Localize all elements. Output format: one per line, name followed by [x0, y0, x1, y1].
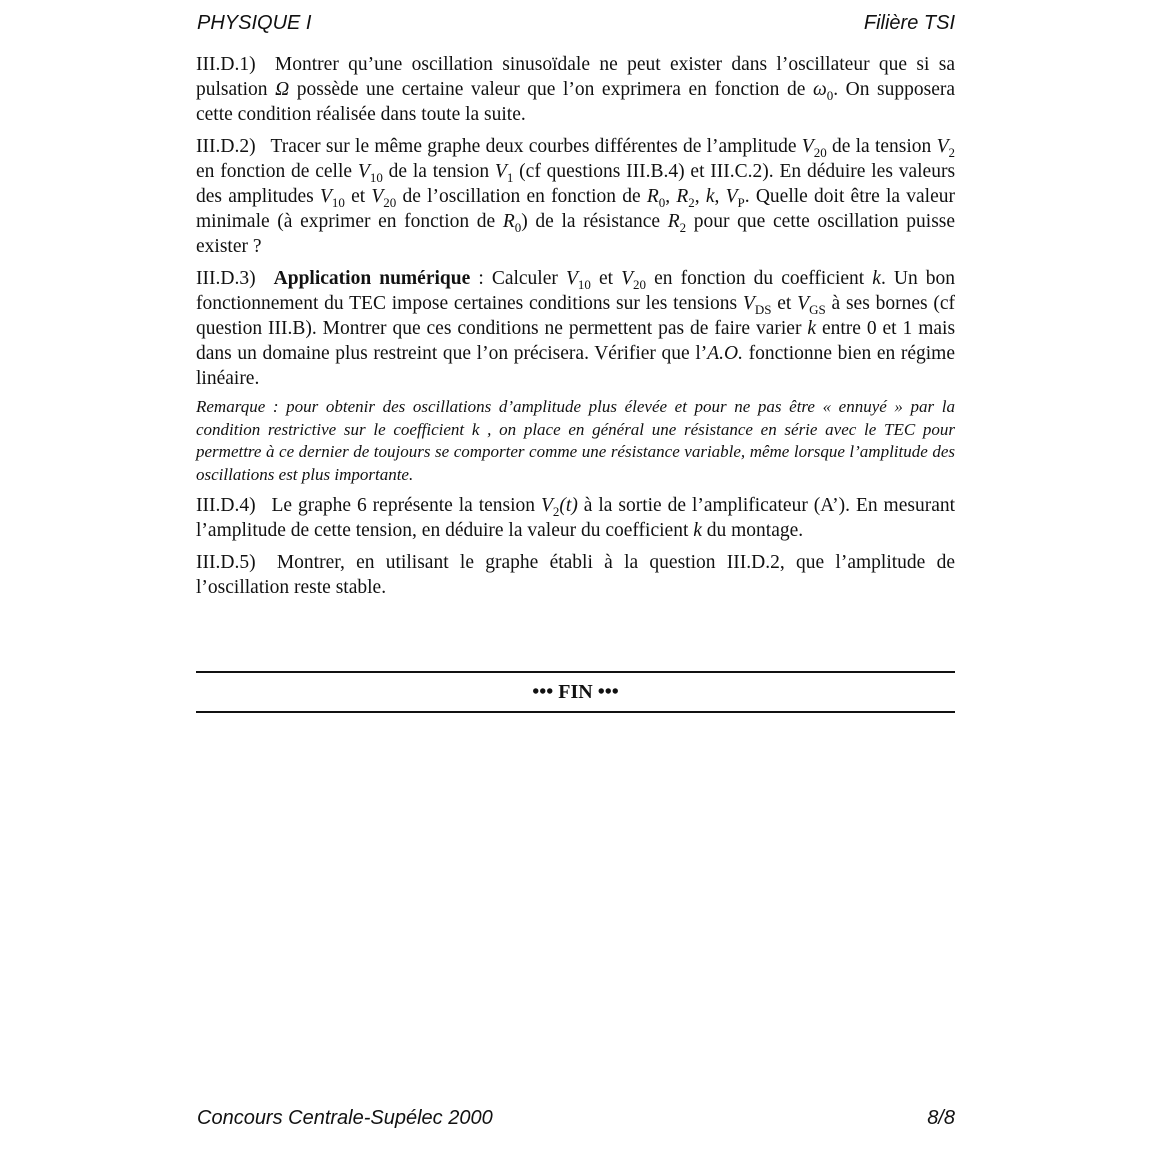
question-text: Le graphe 6 représente la tension: [271, 495, 536, 517]
remark-text: , on place en général une résistance en série avec le TEC pour permettre à ce dernier de toujours se comporter comme une résistance variable, même lorsque l’amplitude des oscillations est plus importante.: [196, 419, 955, 484]
question-text: (cf questions III.B.4) et III.C.2). En déduire les valeurs des amplitudes: [196, 161, 956, 207]
math-subscript: DS: [754, 302, 772, 317]
question-text: entre: [821, 318, 861, 339]
math-subscript: 2: [948, 145, 955, 160]
question-number: III.D.1): [196, 54, 256, 75]
math-symbol: V: [371, 186, 384, 207]
math-symbol: k: [705, 186, 715, 207]
question-text: de la tension: [388, 161, 490, 182]
question-text: pour que cette oscillation puisse exister ?: [196, 211, 956, 257]
question-text: à la sortie de l’amplificateur (A’). En mesurant l’amplitude de cette tension, en déduire la valeur du coefficient: [196, 495, 956, 542]
page-footer: [197, 1107, 955, 1130]
question-text: . Quelle doit être la valeur minimale (à exprimer en fonction de: [196, 186, 955, 232]
math-symbol: V: [801, 136, 814, 157]
math-subscript: 20: [813, 145, 827, 160]
math-symbol: R: [502, 211, 515, 232]
math-subscript: 20: [383, 195, 397, 210]
math-symbol: V: [357, 161, 370, 182]
math-subscript: 10: [369, 170, 383, 185]
question-text: et: [882, 318, 897, 339]
math-subscript: 1: [506, 170, 514, 185]
math-symbol: R: [646, 186, 659, 207]
math-symbol: V: [565, 268, 578, 289]
question-text: en fonction du coefficient: [654, 268, 865, 289]
math-symbol: Ω: [275, 79, 290, 100]
math-symbol: V: [319, 186, 332, 207]
question-number: III.D.5): [196, 552, 256, 574]
math-symbol: R: [676, 186, 689, 207]
remark-text: Remarque : pour obtenir des oscillations d’amplitude plus élevée et pour ne pas être « ennuyé » par la condition restrictive sur le coefficient: [196, 397, 955, 439]
question-text: . Un bon fonctionnement du TEC impose certaines conditions sur les tensions: [196, 268, 956, 314]
question-text: et: [351, 186, 366, 207]
question-iii-d-3: [196, 266, 955, 391]
question-text: en fonction de celle: [196, 161, 353, 182]
page-header: [197, 12, 955, 35]
math-symbol: V: [494, 161, 507, 182]
math-symbol: k: [471, 419, 480, 439]
math-subscript: 0: [514, 220, 522, 235]
math-symbol: V: [936, 136, 949, 157]
math-subscript: 2: [679, 220, 687, 235]
question-text: de l’oscillation en fonction de: [402, 186, 641, 207]
footer-contest: Concours Centrale-Supélec 2000: [197, 1107, 493, 1129]
punctuation: ,: [694, 186, 700, 207]
question-text: . On supposera cette condition réalisée dans toute la suite.: [196, 79, 956, 125]
question-number: III.D.2): [196, 136, 256, 157]
math-subscript: 0: [826, 88, 834, 103]
question-text: à ses bornes (cf question III.B). Montrer que ces conditions ne permettent pas de faire varier: [196, 293, 956, 339]
question-text: : Calculer: [478, 268, 558, 289]
header-subject: PHYSIQUE I: [197, 12, 312, 34]
question-iii-d-2: [196, 134, 955, 259]
question-iii-d-1: [196, 52, 955, 127]
question-text: et: [598, 268, 614, 289]
math-symbol: R: [667, 211, 680, 232]
punctuation: ,: [714, 186, 720, 207]
question-text: fonctionne bien en régime linéaire.: [196, 343, 955, 389]
math-subscript: 10: [577, 277, 591, 292]
bold-heading: Application numérique: [273, 268, 471, 289]
question-text: mais dans un domaine plus restreint que l’on précisera. Vérifier que l’: [196, 318, 956, 364]
math-symbol: k: [693, 520, 702, 542]
math-symbol: (t): [559, 495, 578, 517]
question-text: Montrer, en utilisant le graphe établi à la question III.D.2, que l’amplitude de l’oscillation reste stable.: [196, 552, 955, 599]
question-text: ) de la résistance: [521, 211, 661, 232]
question-text: Montrer qu’une oscillation sinusoïdale ne peut exister dans l’oscillateur que si sa pulsation: [196, 54, 956, 100]
question-number: III.D.4): [196, 495, 256, 517]
question-iii-d-5: [196, 550, 955, 600]
math-symbol: A.O.: [707, 343, 743, 364]
math-subscript: 0: [658, 195, 666, 210]
math-symbol: V: [797, 293, 810, 314]
math-symbol: ω: [812, 79, 827, 100]
document-body: [196, 52, 955, 607]
math-symbol: k: [807, 318, 817, 339]
math-symbol: V: [621, 268, 634, 289]
question-number: III.D.3): [196, 268, 256, 289]
header-track: Filière TSI: [863, 12, 955, 34]
math-symbol: V: [742, 293, 755, 314]
punctuation: ,: [665, 186, 671, 207]
math-subscript: 2: [688, 195, 695, 210]
math-subscript: 10: [331, 195, 345, 210]
question-text: du montage.: [706, 520, 804, 542]
math-subscript: 20: [633, 277, 647, 292]
question-text: possède une certaine valeur que l’on exprimera en fonction de: [296, 79, 806, 100]
math-number: 0: [866, 318, 877, 339]
question-text: de la tension: [831, 136, 932, 157]
math-subscript: P: [737, 195, 745, 210]
math-number: 1: [902, 318, 913, 339]
math-symbol: k: [872, 268, 881, 289]
math-subscript: GS: [809, 302, 826, 317]
math-subscript: 2: [552, 504, 560, 520]
question-text: Tracer sur le même graphe deux courbes différentes de l’amplitude: [270, 136, 797, 157]
math-symbol: V: [725, 186, 738, 207]
footer-page-number: 8/8: [927, 1107, 955, 1129]
question-iii-d-4: [196, 493, 955, 543]
end-marker: [196, 671, 955, 713]
math-symbol: V: [541, 495, 553, 517]
end-marker-text: ••• FIN •••: [532, 680, 619, 703]
question-text: et: [777, 293, 792, 314]
remark-note: [196, 396, 955, 486]
